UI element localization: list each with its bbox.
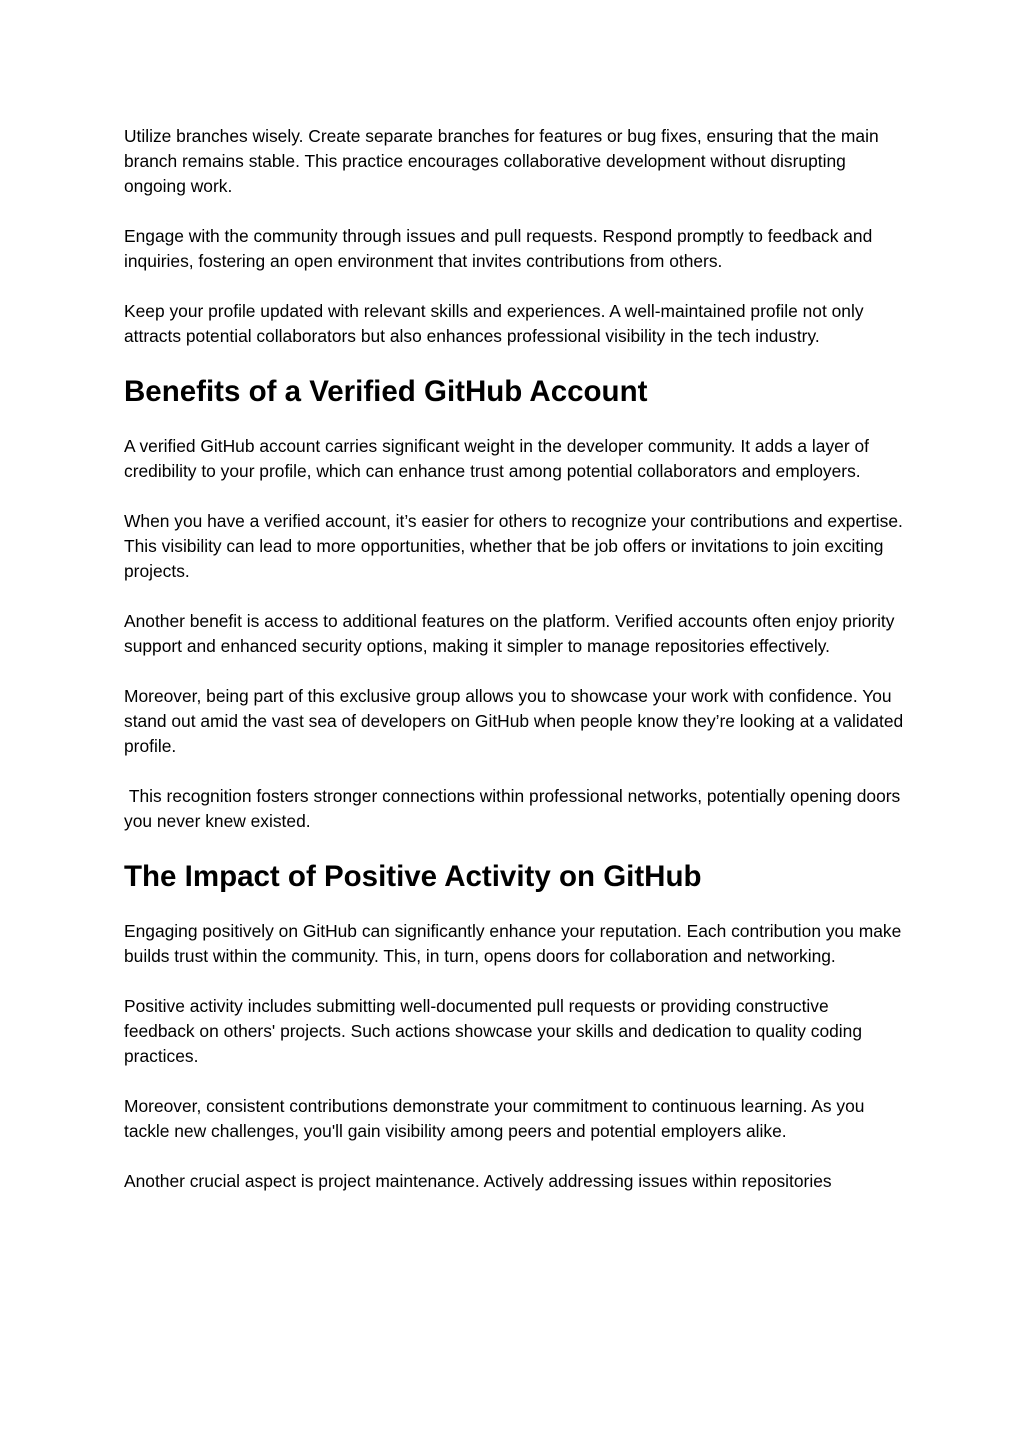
paragraph-benefits-2: When you have a verified account, it’s easier for others to recognize your contributions and expertise. This visibility can lead to more opportunities, whether that be job offers or invitations to join exciting projects. <box>124 511 908 581</box>
paragraph-impact-1: Engaging positively on GitHub can significantly enhance your reputation. Each contribution you make builds trust within the community. This, in turn, opens doors for collaboration and networking. <box>124 921 907 966</box>
paragraph-impact-3: Moreover, consistent contributions demonstrate your commitment to continuous learning. As you tackle new challenges, you'll gain visibility among peers and potential employers alike. <box>124 1096 870 1141</box>
paragraph-impact-4: Another crucial aspect is project maintenance. Actively addressing issues within repositories <box>124 1171 832 1191</box>
paragraph-community: Engage with the community through issues and pull requests. Respond promptly to feedback and inquiries, fostering an open environment that invites contributions from others. <box>124 226 878 271</box>
paragraph-benefits-4: Moreover, being part of this exclusive group allows you to showcase your work with confidence. You stand out amid the vast sea of developers on GitHub when people know they’re looking at a validated profile. <box>124 686 909 756</box>
paragraph-benefits-5: This recognition fosters stronger connections within professional networks, potentially opening doors you never knew existed. <box>124 786 906 831</box>
paragraph-benefits-1: A verified GitHub account carries significant weight in the developer community. It adds a layer of credibility to your profile, which can enhance trust among potential collaborators and employers. <box>124 436 874 481</box>
paragraph-branches: Utilize branches wisely. Create separate branches for features or bug fixes, ensuring that the main branch remains stable. This practice encourages collaborative development without disrupting ongoing work. <box>124 126 884 196</box>
heading-impact: The Impact of Positive Activity on GitHub <box>124 860 702 893</box>
document-page <box>124 124 909 1219</box>
paragraph-impact-2: Positive activity includes submitting well-documented pull requests or providing constructive feedback on others' projects. Such actions showcase your skills and dedication to quality coding practices. <box>124 996 867 1066</box>
heading-benefits: Benefits of a Verified GitHub Account <box>124 375 648 408</box>
paragraph-profile: Keep your profile updated with relevant skills and experiences. A well-maintained profile not only attracts potential collaborators but also enhances professional visibility in the tech industry. <box>124 301 869 346</box>
paragraph-benefits-3: Another benefit is access to additional features on the platform. Verified accounts often enjoy priority support and enhanced security options, making it simpler to manage repositories effectively. <box>124 611 900 656</box>
